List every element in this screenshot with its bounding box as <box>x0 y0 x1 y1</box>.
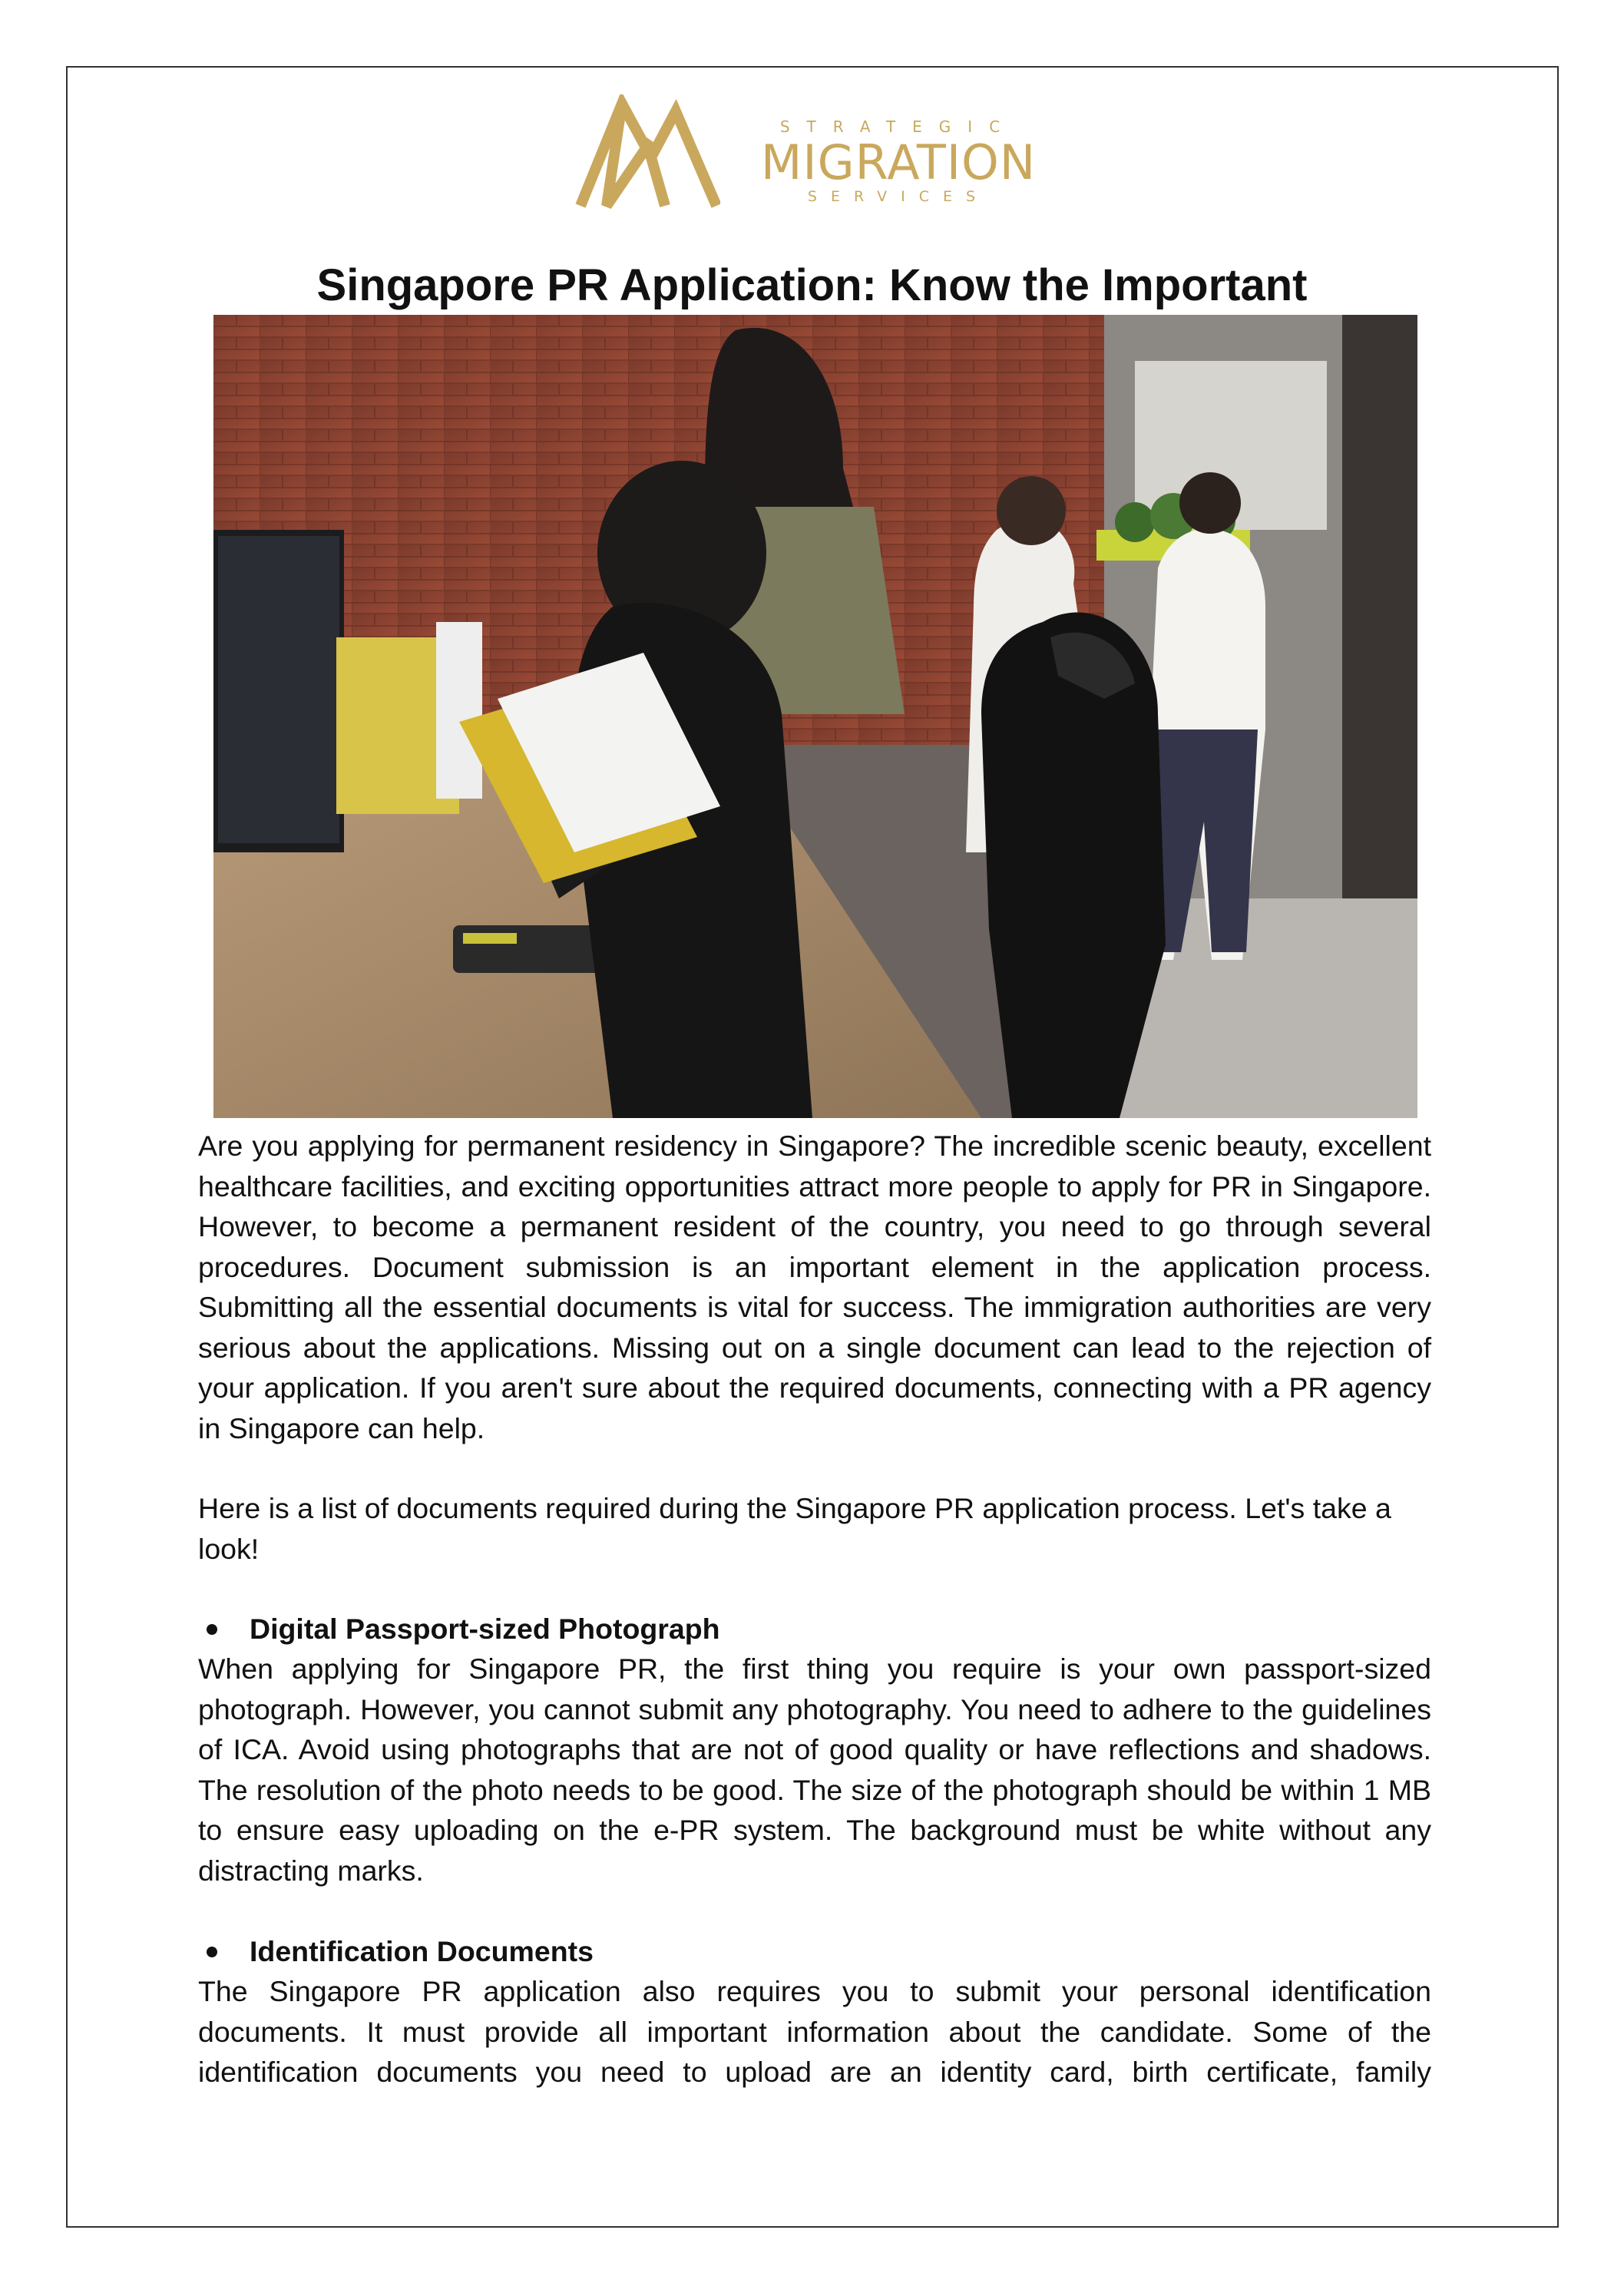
logo-mountain-icon <box>574 94 720 210</box>
bullet-dot-icon <box>207 1624 217 1635</box>
list-intro-paragraph: Here is a list of documents required during the Singapore PR application process. Let's take a look! <box>198 1492 1391 1565</box>
section-body-photograph: When applying for Singapore PR, the first thing you require is your own passport-sized photograph. However, you cannot submit any photography. You need to adhere to the guidelines of ICA. Avoid using photographs that are not of good quality or have reflections and shadows. The resolution of the photo needs to be good. The size of the photograph should be within 1 MB to ensure easy uploading on the e-PR system. The background must be white without any distracting marks. <box>198 1653 1431 1887</box>
logo-name: MIGRATION <box>760 134 1037 190</box>
section-body-identification: The Singapore PR application also requires you to submit your personal identification documents. It must provide all important information about the candidate. Some of the identification documents you need to upload are an identity card, birth certificate, family <box>198 1975 1431 2088</box>
hero-photo <box>213 315 1417 1118</box>
section-heading-text: Identification Documents <box>250 1935 594 1967</box>
section-heading-photograph <box>250 1609 720 1649</box>
page-title: Singapore PR Application: Know the Important <box>316 260 1308 310</box>
section-heading-identification <box>250 1931 594 1972</box>
section-heading-text: Digital Passport-sized Photograph <box>250 1613 720 1645</box>
company-logo <box>574 94 1050 210</box>
bullet-dot-icon <box>207 1947 217 1957</box>
logo-tagline-bottom: SERVICES <box>807 188 990 205</box>
logo-tagline-top: STRATEGIC <box>779 117 1017 136</box>
logo-wordmark <box>745 94 1052 210</box>
intro-paragraph: Are you applying for permanent residency in Singapore? The incredible scenic beauty, excellent healthcare facilities, and exciting opportunities attract more people to apply for PR in Singapore. However, to become a permanent resident of the country, you need to go through several procedures. Document submission is an important element in the application process. Submitting all the essential documents is vital for success. The immigration authorities are very serious about the applications. Missing out on a single document can lead to the rejection of your application. If you aren't sure about the required documents, connecting with a PR agency in Singapore can help. <box>198 1130 1431 1444</box>
